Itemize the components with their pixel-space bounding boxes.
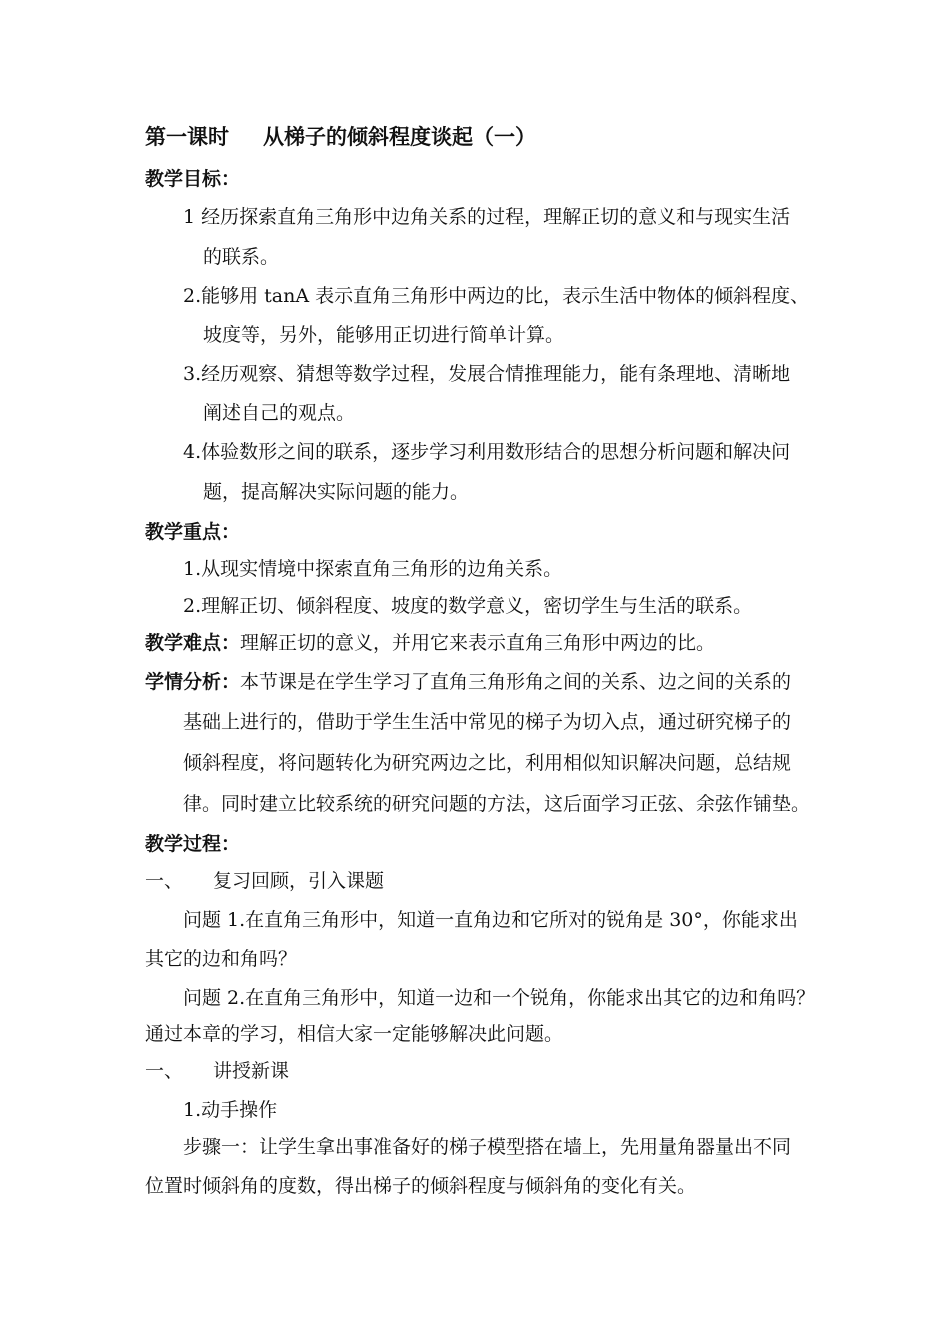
section-2-heading <box>145 1058 289 1084</box>
lesson-number: 第一课时 <box>145 125 229 149</box>
section-2-number: 一、 <box>145 1060 184 1082</box>
key-point-1: 1.从现实情境中探索直角三角形的边角关系。 <box>183 558 563 580</box>
difficulty-text: 理解正切的意义，并用它来表示直角三角形中两边的比。 <box>240 632 716 654</box>
analysis-line-2: 基础上进行的，借助于学生生活中常见的梯子为切入点，通过研究梯子的 <box>183 711 792 733</box>
question-2-line-1: 问题 2.在直角三角形中，知道一边和一个锐角，你能求出其它的边和角吗？ <box>183 987 816 1009</box>
objective-4-line-2: 题，提高解决实际问题的能力。 <box>203 481 470 503</box>
analysis-heading: 学情分析： <box>145 671 241 693</box>
section-1-title: 复习回顾，引入课题 <box>213 870 385 892</box>
objective-2-line-1: 2.能够用 tanA 表示直角三角形中两边的比，表示生活中物体的倾斜程度、 <box>183 285 810 307</box>
key-point-2: 2.理解正切、倾斜程度、坡度的数学意义，密切学生与生活的联系。 <box>183 595 753 617</box>
difficulty-heading: 教学难点： <box>145 632 241 654</box>
objective-4-line-1: 4.体验数形之间的联系，逐步学习利用数形结合的思想分析问题和解决问 <box>183 441 791 463</box>
question-2-line-2: 通过本章的学习，相信大家一定能够解决此问题。 <box>145 1023 564 1045</box>
objective-3-line-1: 3.经历观察、猜想等数学过程，发展合情推理能力，能有条理地、清晰地 <box>183 363 791 385</box>
objective-2-line-2: 坡度等，另外，能够用正切进行简单计算。 <box>203 324 565 346</box>
lesson-title <box>145 124 536 150</box>
analysis-line-1 <box>145 669 791 695</box>
key-points-heading: 教学重点： <box>145 521 241 543</box>
objectives-heading: 教学目标： <box>145 168 241 190</box>
subsection-1: 1.动手操作 <box>183 1099 278 1121</box>
analysis-text-1: 本节课是在学生学习了直角三角形角之间的关系、边之间的关系的 <box>240 671 792 693</box>
question-1-line-2: 其它的边和角吗？ <box>145 948 298 970</box>
analysis-line-3: 倾斜程度，将问题转化为研究两边之比，利用相似知识解决问题，总结规 <box>183 752 792 774</box>
objective-1-line-2: 的联系。 <box>203 246 280 268</box>
process-heading: 教学过程： <box>145 833 241 855</box>
section-1-heading <box>145 868 384 894</box>
objective-1-line-1: 1 经历探索直角三角形中边角关系的过程，理解正切的意义和与现实生活 <box>183 206 791 228</box>
lesson-name: 从梯子的倾斜程度谈起（一） <box>263 125 536 149</box>
objective-3-line-2: 阐述自己的观点。 <box>203 402 356 424</box>
section-2-title: 讲授新课 <box>213 1060 290 1082</box>
question-1-line-1: 问题 1.在直角三角形中，知道一直角边和它所对的锐角是 30°，你能求出 <box>183 909 798 931</box>
section-1-number: 一、 <box>145 870 184 892</box>
difficulty-line <box>145 630 715 656</box>
step-1-line-1: 步骤一：让学生拿出事准备好的梯子模型搭在墙上，先用量角器量出不同 <box>183 1136 792 1158</box>
analysis-line-4: 律。同时建立比较系统的研究问题的方法，这后面学习正弦、余弦作铺垫。 <box>183 793 811 815</box>
step-1-line-2: 位置时倾斜角的度数，得出梯子的倾斜程度与倾斜角的变化有关。 <box>145 1175 697 1197</box>
